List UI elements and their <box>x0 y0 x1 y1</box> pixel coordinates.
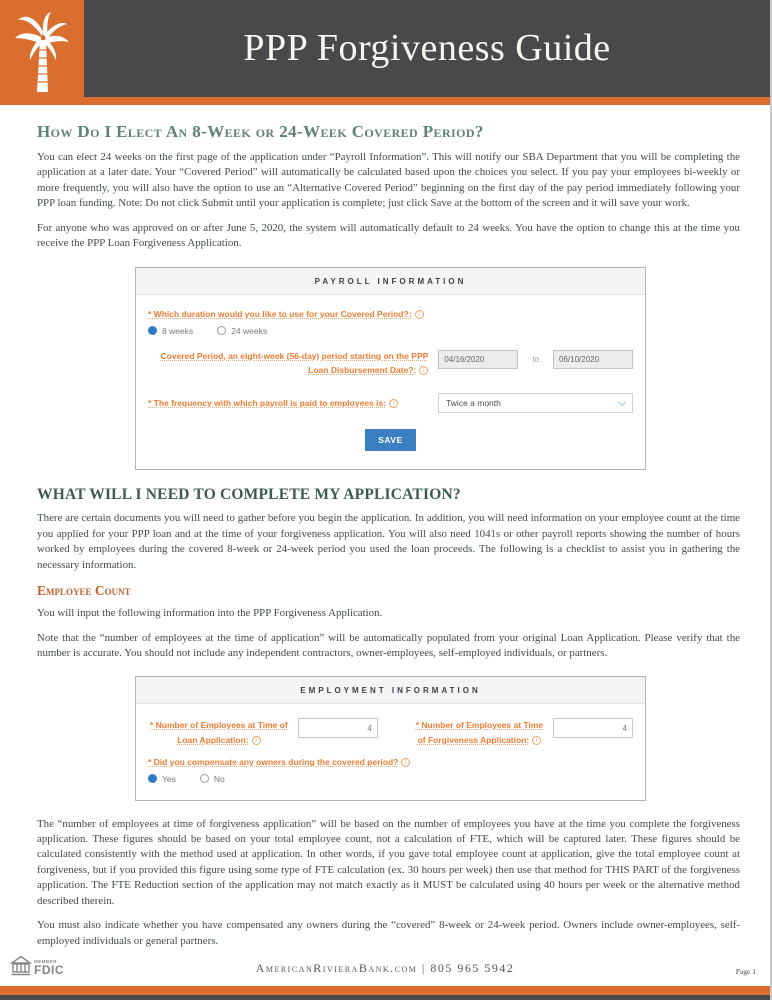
radio-24-weeks-label: 24 weeks <box>231 325 268 336</box>
info-icon[interactable]: i <box>419 366 428 375</box>
radio-owners-no[interactable] <box>200 774 209 783</box>
section1-heading: How Do I Elect An 8-Week or 24-Week Covered Period? <box>37 122 484 141</box>
section3-paragraph-1: You will input the following information into the PPP Forgiveness Application. <box>37 607 383 620</box>
employment-form-title: EMPLOYMENT INFORMATION <box>136 677 645 704</box>
radio-8-weeks-label: 8 weeks <box>162 325 194 336</box>
footer-bottom-bar <box>0 995 770 1000</box>
section2-heading: WHAT WILL I NEED TO COMPLETE MY APPLICATION? <box>37 486 461 504</box>
footer-phone: 805 965 5942 <box>430 961 515 975</box>
payroll-frequency-value: Twice a month <box>446 398 501 409</box>
section3-heading: Employee Count <box>37 583 131 599</box>
footer-separator: | <box>421 961 426 975</box>
page-content <box>37 122 740 958</box>
member-label: MEMBER <box>34 958 57 964</box>
radio-24-weeks[interactable] <box>217 326 226 335</box>
info-icon[interactable]: i <box>401 758 410 767</box>
save-button[interactable]: SAVE <box>365 429 416 451</box>
duration-question-label: * Which duration would you like to use for your Covered Period?: i <box>148 309 633 319</box>
employment-information-form <box>135 676 646 800</box>
payroll-information-form <box>135 267 646 470</box>
radio-8-weeks[interactable] <box>148 326 157 335</box>
section4-paragraph-2: You must also indicate whether you have compensated any owners during the “covered” 8-week or 24-week period. Owners include owner-employees, self-employed individuals or general partners. <box>37 919 740 947</box>
covered-period-label: Covered Period, an eight-week (56-day) period starting on the PPP Loan Disbursement Date?: i <box>160 350 429 375</box>
covered-period-end-input[interactable]: 06/10/2020 <box>553 350 633 369</box>
payroll-form-title: PAYROLL INFORMATION <box>136 268 645 295</box>
owners-question-label: * Did you compensate any owners during the covered period? i <box>148 757 633 767</box>
payroll-frequency-select[interactable] <box>438 393 633 413</box>
header-accent-bar <box>0 97 770 105</box>
employees-at-loan-input[interactable]: 4 <box>298 718 378 738</box>
info-icon[interactable]: i <box>415 310 424 319</box>
page-footer <box>0 951 770 985</box>
section1-paragraph-1: You can elect 24 weeks on the first page of the application under “Payroll Information”. This will notify our SBA Department that you will be completing the application at a later date. Your “Covered Period” will automatically be calculated based upon the choices you select. If you pay your employees bi-weekly or more frequently, you will also have the option to use an “Alternative Covered Period” beginning on the first day of the pay period immediately following your PPP loan funding. Note: Do not click Submit until your application is complete; just click Save at the bottom of the screen and it will save your work. <box>37 151 740 210</box>
covered-period-start-input[interactable]: 04/16/2020 <box>438 350 518 369</box>
section4-paragraph-1: The “number of employees at time of forgiveness application” will be based on the number of employees you have at the time you complete the forgiveness application. These figures should be based on your total employee count, not a calculation of FTE, which will be captured later. These figures should be calculated consistently with the method used at application. In other words, if you gave total employee count at application, give the total employee count at forgiveness, but if you provided this figure using some type of FTE calculation (ex. 30 hours per week) then use that method for THIS PART of the forgiveness application. The FTE Reduction section of the application may not match exactly as it MUST be calculated using 40 hours per week or the alternative method described therein. <box>37 817 740 907</box>
info-icon[interactable]: i <box>389 399 398 408</box>
info-icon[interactable]: i <box>532 736 541 745</box>
palm-tree-icon <box>12 10 72 96</box>
document-title: PPP Forgiveness Guide <box>243 27 611 69</box>
info-icon[interactable]: i <box>252 736 261 745</box>
payroll-frequency-label: * The frequency with which payroll is paid to employees is: i <box>148 398 428 408</box>
fdic-label: FDIC <box>34 963 64 977</box>
footer-website: AmericanRivieraBank.com <box>255 961 418 975</box>
radio-owners-yes-label: Yes <box>162 773 176 784</box>
employees-at-loan-label: * Number of Employees at Time of Loan Application: i <box>150 720 288 745</box>
footer-accent-bar <box>0 986 770 995</box>
footer-contact <box>0 958 770 976</box>
section1-paragraph-2: For anyone who was approved on or after June 5, 2020, the system will automatically default to 24 weeks. You have the option to change this at the time you receive the PPP Loan Forgiveness Application. <box>37 221 740 250</box>
employees-at-forgiveness-input[interactable]: 4 <box>553 718 633 738</box>
chevron-down-icon <box>618 397 626 405</box>
employees-at-forgiveness-label: * Number of Employees at Time of Forgiveness Application: i <box>415 720 544 745</box>
page-number: Page 1 <box>735 967 756 976</box>
radio-owners-yes[interactable] <box>148 774 157 783</box>
section3-paragraph-2: Note that the “number of employees at the time of application” will be automatically populated from your original Loan Application. Please verify that the number is accurate. You should not include any independent contractors, owner-employees, self-employed individuals, or partners. <box>37 631 740 659</box>
to-label: to <box>532 354 539 364</box>
bank-logo-block <box>0 0 84 105</box>
section2-paragraph-1: There are certain documents you will need to gather before you begin the application. In addition, you will need information on your employee count at the time you applied for your PPP loan and at the time of your forgiveness application. You will also need 1041s or other payroll reports showing the number of hours worked by employees during the covered 8-week or 24-week period you used the loan proceeds. The following is a checklist to assist you in gathering the necessary information. <box>37 512 740 571</box>
radio-owners-no-label: No <box>213 773 225 784</box>
